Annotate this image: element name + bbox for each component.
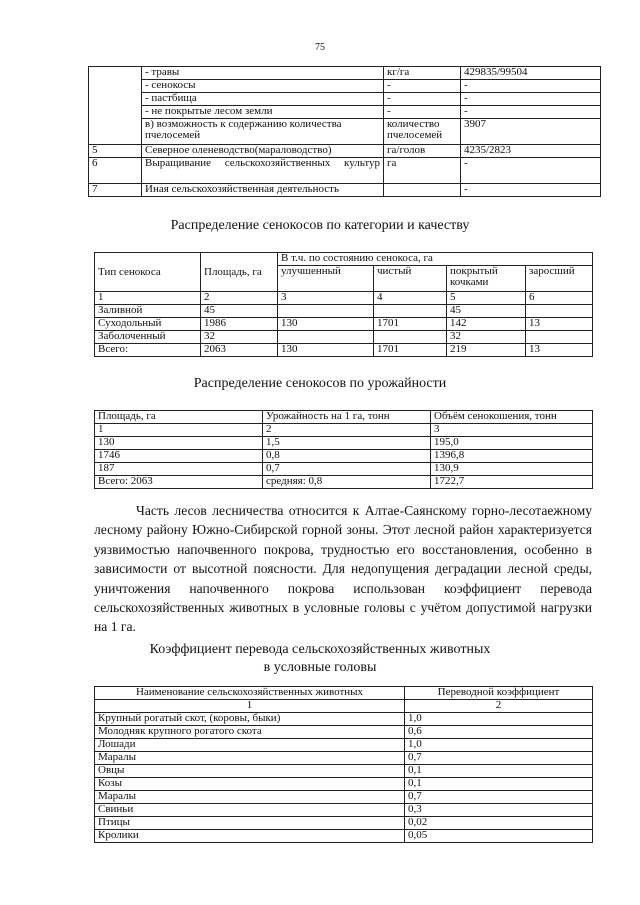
header-overgrown: заросший — [526, 266, 593, 292]
table-cell: 0,8 — [263, 450, 431, 463]
table-header-row — [95, 700, 593, 713]
activity-name: - травы — [142, 67, 384, 80]
activity-name: - не покрытые лесом земли — [142, 106, 384, 119]
row-number: 5 — [89, 145, 142, 158]
table-cell: 0,7 — [263, 463, 431, 476]
coef-heading-line2: в условные головы — [263, 660, 377, 675]
header-animal: Наименование сельскохозяйственных животных — [95, 687, 405, 700]
table-cell: 32 — [201, 331, 278, 344]
header-area: Площадь, га — [95, 411, 263, 424]
table-cell: 195,0 — [431, 437, 593, 450]
row-number — [89, 67, 142, 145]
header-tussock: покрытый кочками — [447, 266, 526, 292]
table-cell: 45 — [447, 305, 526, 318]
animal-name: Кролики — [95, 830, 405, 843]
table-row — [95, 318, 593, 331]
animal-name: Маралы — [95, 791, 405, 804]
value: - — [461, 80, 601, 93]
table-row — [89, 184, 601, 197]
table-cell: 1986 — [201, 318, 278, 331]
unit: - — [384, 93, 461, 106]
row-number: 6 — [89, 158, 142, 184]
table-row — [95, 305, 593, 318]
table-cell — [278, 305, 374, 318]
coefficient-value: 0,6 — [405, 726, 593, 739]
table-cell: 5 — [447, 292, 526, 305]
value: - — [461, 93, 601, 106]
value: 3907 — [461, 119, 601, 145]
table-cell: 130 — [95, 437, 263, 450]
value: 429835/99504 — [461, 67, 601, 80]
page-number: 75 — [315, 42, 325, 53]
table-cell: 13 — [526, 318, 593, 331]
table-header-row — [95, 687, 593, 700]
table-cell: 130 — [278, 344, 374, 357]
table-cell: 4 — [374, 292, 447, 305]
table-row — [95, 817, 593, 830]
table-cell: 3 — [278, 292, 374, 305]
table-row — [89, 106, 601, 119]
unit: кг/га — [384, 67, 461, 80]
animal-name: Молодняк крупного рогатого скота — [95, 726, 405, 739]
value: - — [461, 106, 601, 119]
coef-table — [94, 686, 593, 843]
land-use-table — [88, 66, 601, 197]
hay-yield-table — [94, 410, 593, 489]
activity-name: в) возможность к содержанию количества пчелосемей — [142, 119, 384, 145]
table-cell: Всего: — [95, 344, 201, 357]
value: - — [461, 158, 601, 184]
table-cell — [526, 305, 593, 318]
table-cell: Всего: 2063 — [95, 476, 263, 489]
unit: - — [384, 80, 461, 93]
table-row — [95, 713, 593, 726]
coefficient-value: 0,1 — [405, 765, 593, 778]
table-cell — [374, 305, 447, 318]
table-cell: 1701 — [374, 344, 447, 357]
table-cell: 1 — [95, 424, 263, 437]
coefficient-value: 0,7 — [405, 791, 593, 804]
table-row — [95, 778, 593, 791]
table-row — [95, 739, 593, 752]
table-cell: 1701 — [374, 318, 447, 331]
animal-name: Козы — [95, 778, 405, 791]
animal-name: Маралы — [95, 752, 405, 765]
hay-quality-table — [94, 252, 593, 357]
table-cell: 13 — [526, 344, 593, 357]
animal-name: Крупный рогатый скот, (коровы, быки) — [95, 713, 405, 726]
table-row — [95, 344, 593, 357]
table-row — [95, 424, 593, 437]
table-row — [95, 726, 593, 739]
activity-name: Выращивание сельскохозяйственных культур — [142, 158, 384, 184]
coefficient-value: 0,7 — [405, 752, 593, 765]
animal-name: Овцы — [95, 765, 405, 778]
table-row — [89, 80, 601, 93]
table-cell: Заливной — [95, 305, 201, 318]
table-row — [95, 830, 593, 843]
header-area: Площадь, га — [201, 253, 278, 292]
table-row — [89, 145, 601, 158]
activity-name: - пастбища — [142, 93, 384, 106]
unit — [384, 184, 461, 197]
table-cell: 130 — [278, 318, 374, 331]
coefficient-value: 0,02 — [405, 817, 593, 830]
coefficient-value: 1,0 — [405, 713, 593, 726]
column-number: 2 — [405, 700, 593, 713]
table-row — [95, 450, 593, 463]
table-cell: 1746 — [95, 450, 263, 463]
table-cell — [374, 331, 447, 344]
table-cell — [278, 331, 374, 344]
table-cell: 2 — [201, 292, 278, 305]
header-type: Тип сенокоса — [95, 253, 201, 292]
activity-name: - сенокосы — [142, 80, 384, 93]
table-row — [95, 765, 593, 778]
table-row — [95, 463, 593, 476]
coef-heading-line1: Коэффициент перевода сельскохозяйственных животных — [149, 642, 491, 657]
table-row — [89, 119, 601, 145]
coefficient-value: 0,3 — [405, 804, 593, 817]
coefficient-value: 1,0 — [405, 739, 593, 752]
table-cell: 142 — [447, 318, 526, 331]
table-row — [95, 292, 593, 305]
unit: - — [384, 106, 461, 119]
table-row — [95, 437, 593, 450]
table-row — [89, 67, 601, 80]
row-number: 7 — [89, 184, 142, 197]
hay-yield-heading: Распределение сенокосов по урожайности — [193, 376, 447, 391]
table-header-row — [95, 253, 593, 266]
table-row — [95, 476, 593, 489]
animal-name: Лошади — [95, 739, 405, 752]
table-cell: Заболоченный — [95, 331, 201, 344]
animal-name: Свиньи — [95, 804, 405, 817]
animal-name: Птицы — [95, 817, 405, 830]
table-cell: 1396,8 — [431, 450, 593, 463]
activity-name: Северное оленеводство(мараловодство) — [142, 145, 384, 158]
table-cell: 219 — [447, 344, 526, 357]
header-clean: чистый — [374, 266, 447, 292]
activity-name: Иная сельскохозяйственная деятельность — [142, 184, 384, 197]
table-row — [95, 791, 593, 804]
table-cell: 1 — [95, 292, 201, 305]
table-cell: 187 — [95, 463, 263, 476]
header-improved: улучшенный — [278, 266, 374, 292]
table-cell — [526, 331, 593, 344]
table-cell: 1722,7 — [431, 476, 593, 489]
unit: количество пчелосемей — [384, 119, 461, 145]
table-cell: 3 — [431, 424, 593, 437]
table-cell: 32 — [447, 331, 526, 344]
header-coefficient: Переводной коэффициент — [405, 687, 593, 700]
table-row — [89, 93, 601, 106]
table-cell: 6 — [526, 292, 593, 305]
table-row — [89, 158, 601, 184]
unit: га — [384, 158, 461, 184]
unit: га/голов — [384, 145, 461, 158]
table-row — [95, 331, 593, 344]
table-row — [95, 752, 593, 765]
table-cell: 2 — [263, 424, 431, 437]
hay-quality-heading: Распределение сенокосов по категории и качеству — [170, 218, 470, 233]
table-cell: 130,9 — [431, 463, 593, 476]
table-header-row — [95, 411, 593, 424]
coefficient-value: 0,05 — [405, 830, 593, 843]
header-group: В т.ч. по состоянию сенокоса, га — [278, 253, 593, 266]
header-volume: Объём сенокошения, тонн — [431, 411, 593, 424]
column-number: 1 — [95, 700, 405, 713]
table-row — [95, 804, 593, 817]
header-yield: Урожайность на 1 га, тонн — [263, 411, 431, 424]
value: - — [461, 184, 601, 197]
table-cell: средняя: 0,8 — [263, 476, 431, 489]
coefficient-value: 0,1 — [405, 778, 593, 791]
table-cell: 2063 — [201, 344, 278, 357]
value: 4235/2823 — [461, 145, 601, 158]
table-cell: 1,5 — [263, 437, 431, 450]
body-paragraph: Часть лесов лесничества относится к Алтае-Саянскому горно-лесотаежному лесному району Южно-Сибирской горной зоны. Этот лесной район характеризуется уязвимостью напочвенного покрова, трудностью его восстановления, особенно в зависимости от высотной поясности. Для недопущения деградации лесной среды, уничтожения напочвенного покрова использован коэффициент перевода сельскохозяйственных животных в условные головы с учётом допустимой нагрузки на 1 га. — [94, 503, 592, 635]
table-cell: Суходольный — [95, 318, 201, 331]
table-cell: 45 — [201, 305, 278, 318]
